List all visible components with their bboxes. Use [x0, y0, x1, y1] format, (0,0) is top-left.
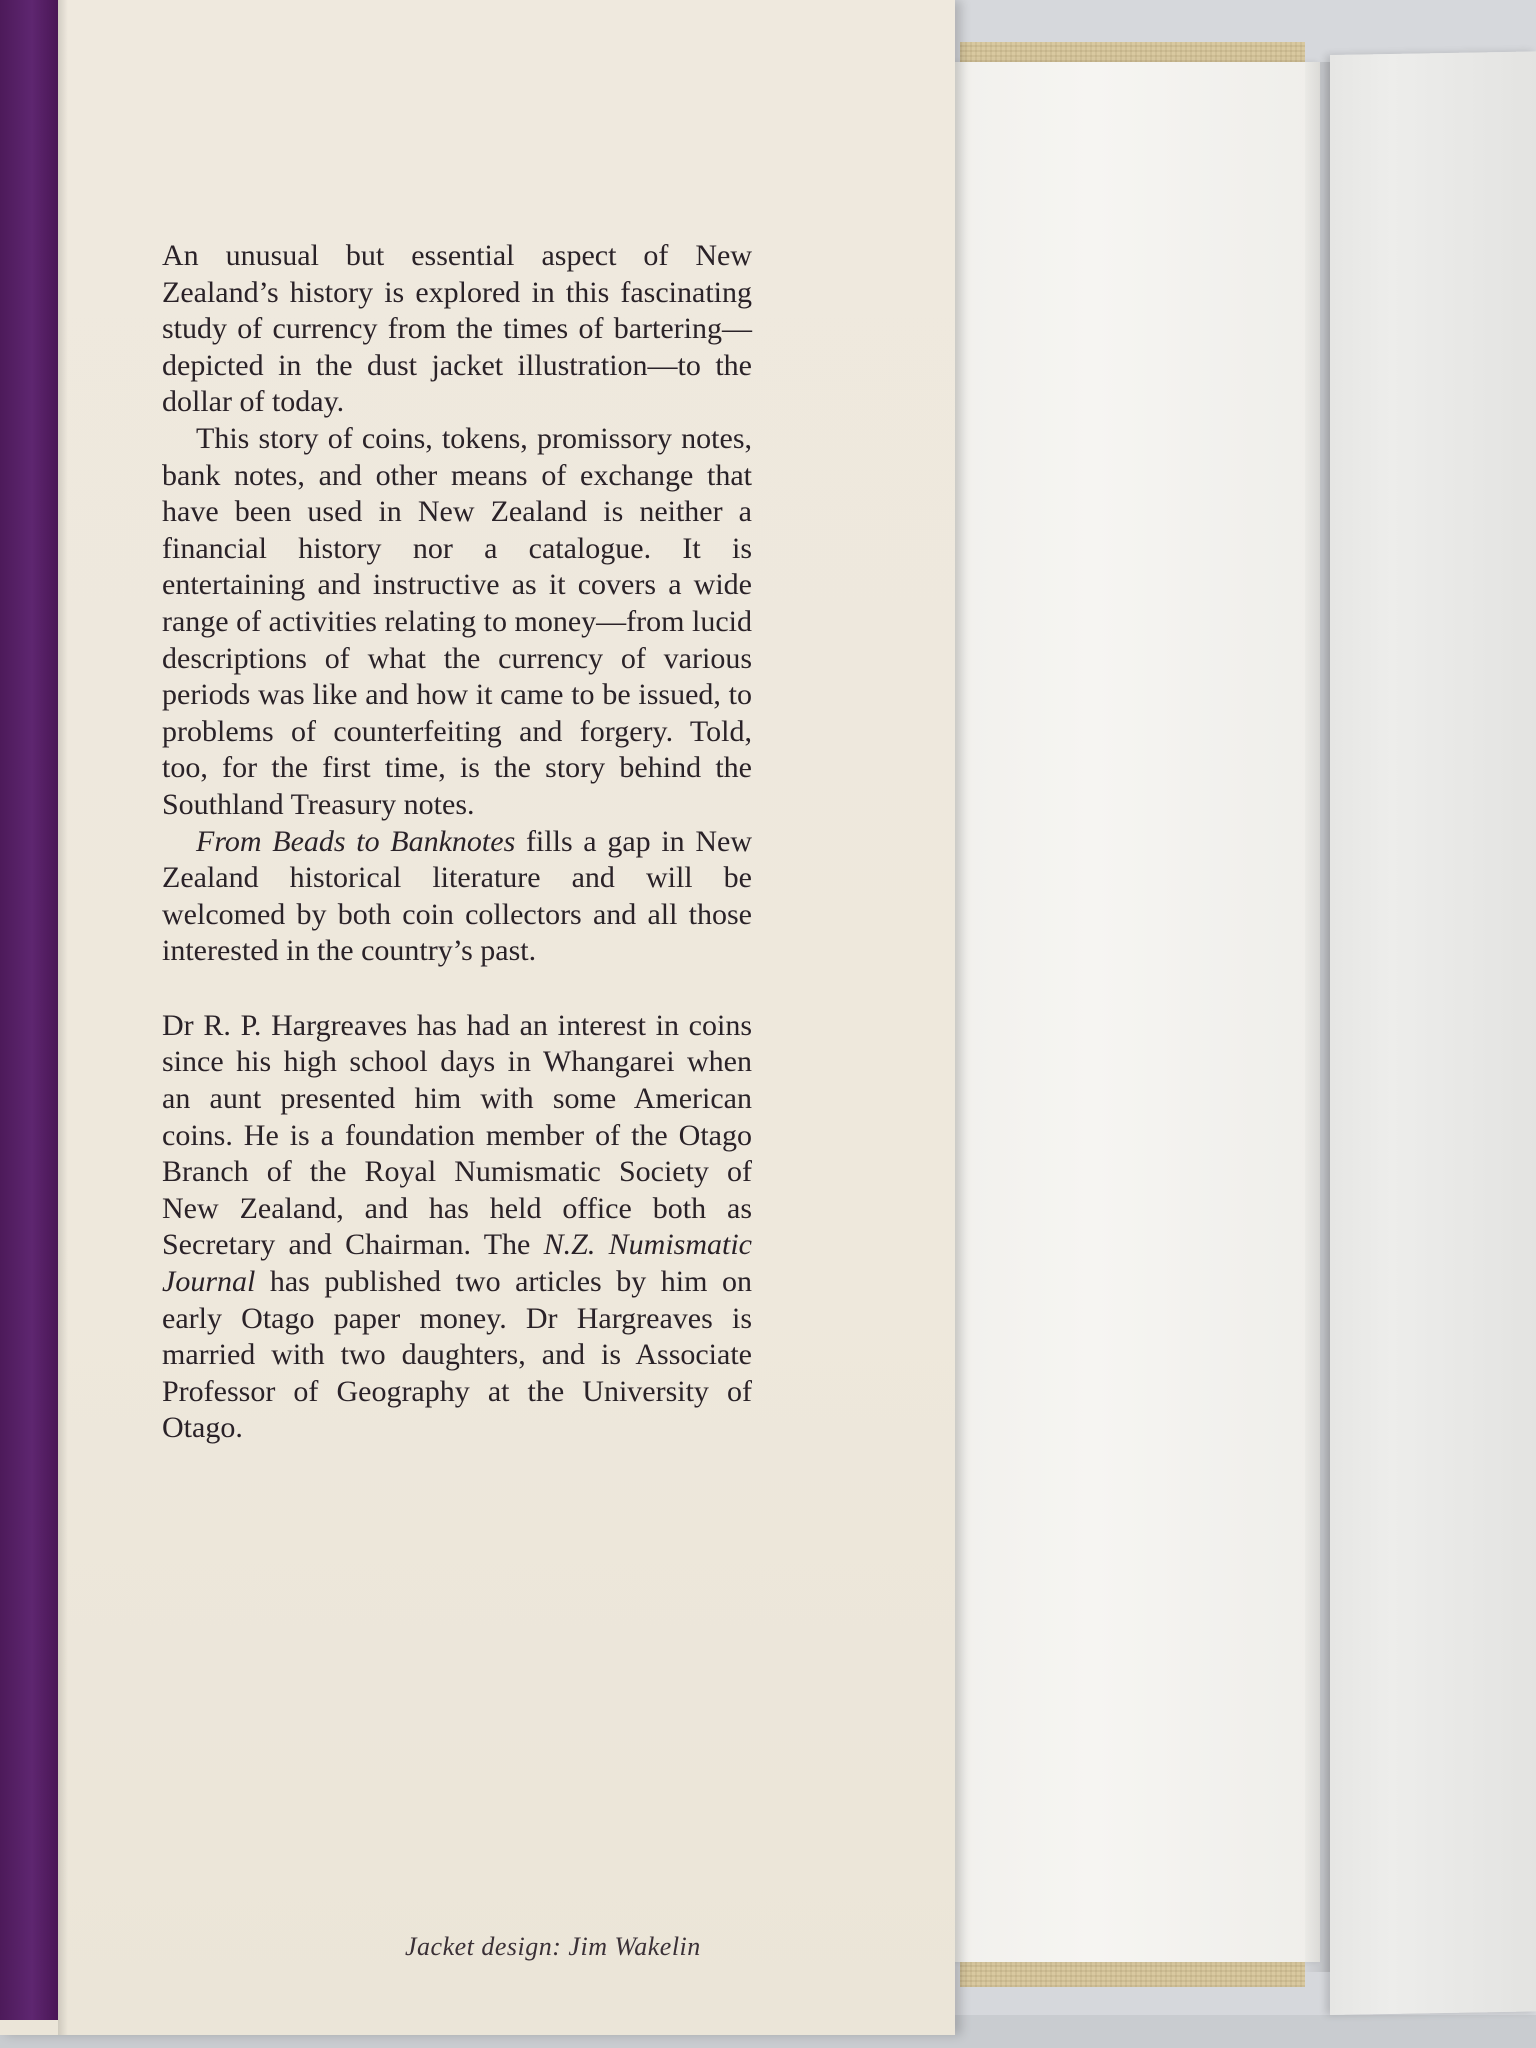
author-bio — [162, 1008, 752, 1447]
flap-paragraph-story: This story of coins, tokens, promissory notes, bank notes, and other means of exchange that have been used in New Zealand is neither a financial history nor a catalogue. It is entertaining and instructive as it covers a wide range of activities relating to money—from lucid descriptions of what the currency of various periods was like and how it came to be issued, to problems of counterfeiting and forgery. Told, too, for the first time, is the story behind the Southland Treasury notes. — [162, 421, 752, 821]
endpaper-right — [1330, 51, 1536, 2015]
jacket-spine-edge — [0, 0, 58, 2020]
flap-paragraph-welcome — [162, 824, 752, 970]
jacket-design-credit: Jacket design: Jim Wakelin — [405, 1932, 701, 1961]
author-bio-part1: Dr R. P. Hargreaves has had an interest in coins since his high school days in Whangarei when an aunt presented him with some American coins. He is a foundation member of the Otago Branch of the Royal Numismatic Society of New Zealand, and has held office both as Secretary and Chairman. The — [162, 1008, 752, 1262]
jacket-fold-shadow — [58, 0, 68, 2035]
flap-copy — [162, 238, 752, 1447]
book-title-italic: From Beads to Banknotes — [196, 824, 516, 858]
author-bio-part2: has published two articles by him on early Otago paper money. Dr Hargreaves is married with two daughters, and is Associate Professor of Geography at the University of Otago. — [162, 1265, 752, 1445]
endpaper-left — [940, 62, 1320, 1962]
flap-paragraph-welcome-text: fills a gap in New Zealand historical literature and will be welcomed by both coin collectors and all those interested in the country’s past. — [162, 824, 752, 968]
journal-title-italic: N.Z. Numismatic Journal — [162, 1228, 752, 1299]
flap-paragraph-intro: An unusual but essential aspect of New Zealand’s history is explored in this fascinating study of currency from the times of bartering—depicted in the dust jacket illustration—to the dollar of today. — [162, 239, 752, 419]
